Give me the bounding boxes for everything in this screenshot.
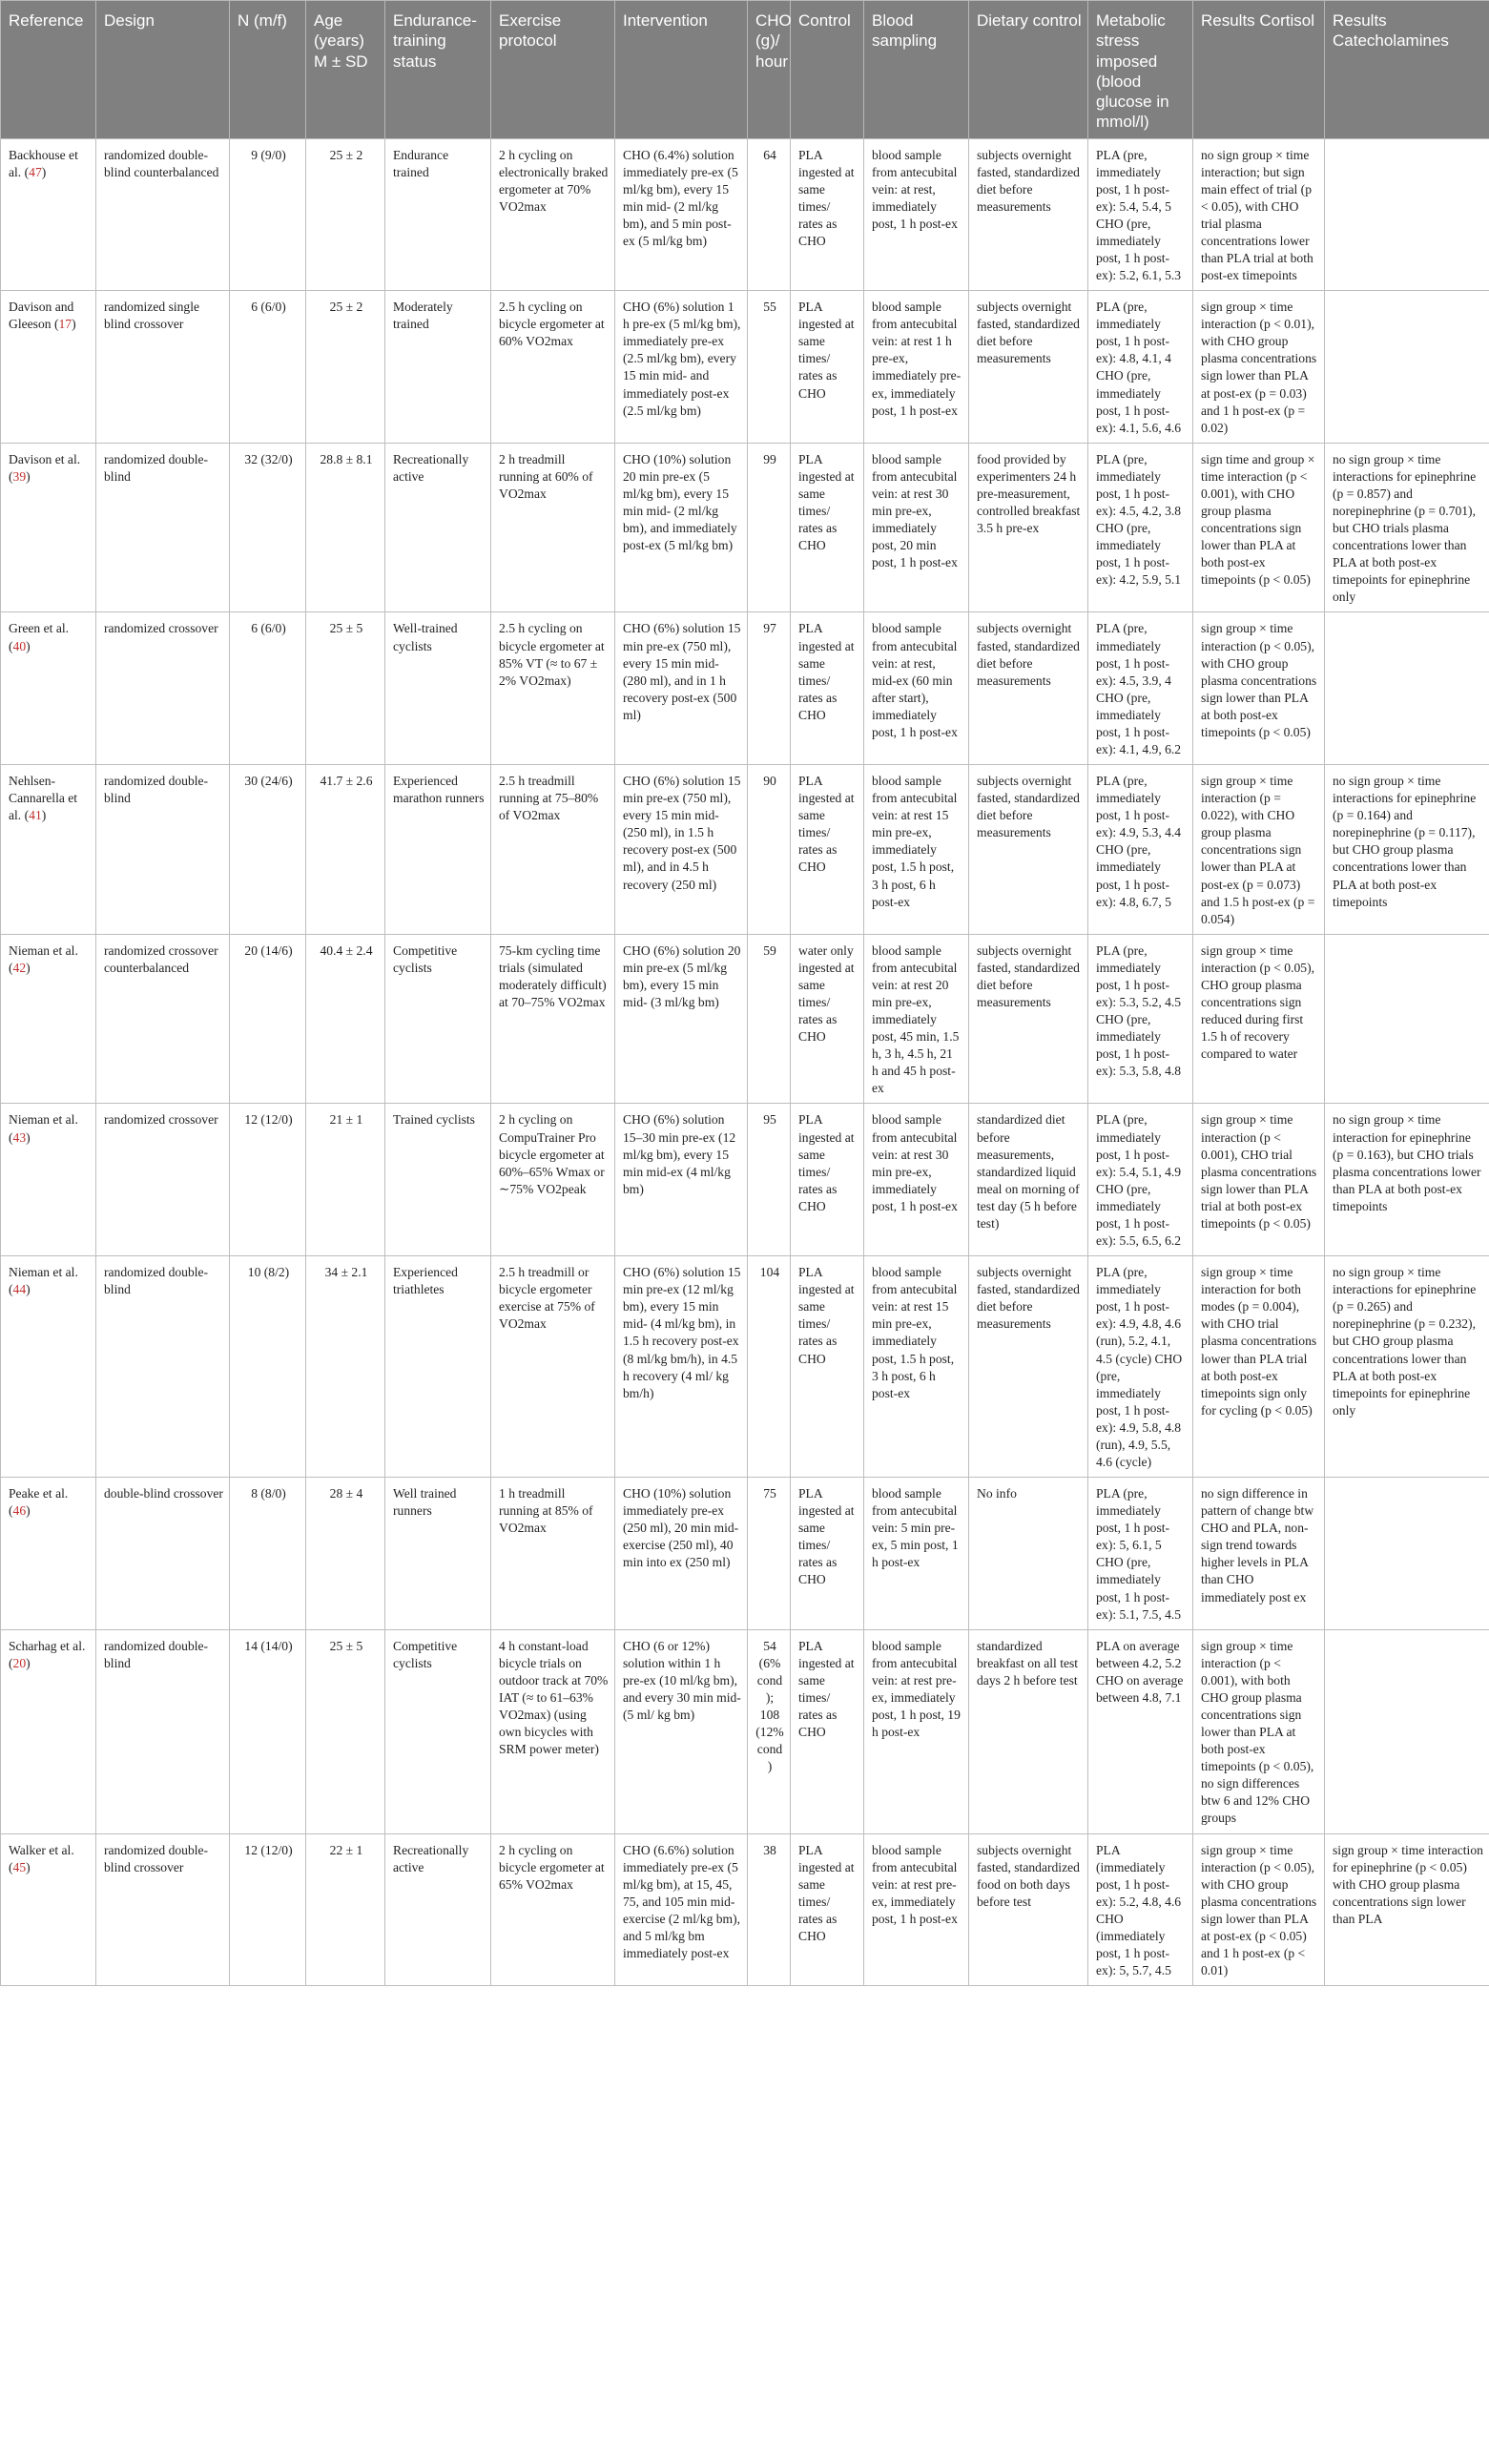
intervention-cell: CHO (6 or 12%) solution within 1 h pre-ex (10 ml/kg bm), and every 30 min mid- (5 ml/ kg bm)	[615, 1629, 748, 1833]
metabolic-stress-cell: PLA (pre, immediately post, 1 h post-ex): 5.4, 5.4, 5 CHO (pre, immediately post, 1 h post-ex): 5.2, 6.1, 5.3	[1088, 138, 1193, 291]
cho-cell: 99	[748, 443, 791, 612]
intervention-cell: CHO (6%) solution 15 min pre-ex (12 ml/kg bm), every 15 min mid- (4 ml/kg bm), in 1.5 h recovery post-ex (8 ml/kg bm/h), in 4.5 h recovery (4 ml/ kg bm/h)	[615, 1256, 748, 1478]
column-header-exercise-protocol: Exercise protocol	[491, 1, 615, 139]
metabolic-stress-cell: PLA (pre, immediately post, 1 h post-ex): 5, 6.1, 5 CHO (pre, immediately post, 1 h post-ex): 5.1, 7.5, 4.5	[1088, 1478, 1193, 1630]
control-cell: PLA ingested at same times/ rates as CHO	[791, 1478, 864, 1630]
reference-number-link[interactable]: 17	[58, 317, 72, 332]
design-cell: randomized crossover	[96, 612, 230, 765]
control-cell: PLA ingested at same times/ rates as CHO	[791, 291, 864, 444]
column-header-intervention: Intervention	[615, 1, 748, 139]
exercise-protocol-cell: 2.5 h cycling on bicycle ergometer at 85% VT (≈ to 67 ± 2% VO2max)	[491, 612, 615, 765]
reference-cell: Green et al. (40)	[1, 612, 96, 765]
reference-number-link[interactable]: 44	[12, 1282, 27, 1297]
metabolic-stress-cell: PLA (pre, immediately post, 1 h post-ex): 4.9, 4.8, 4.6 (run), 5.2, 4.1, 4.5 (cycle) CHO (pre, immediately post, 1 h post-ex): 4.9, 5.8, 4.8 (run), 4.9, 5.5, 4.6 (cycle)	[1088, 1256, 1193, 1478]
column-header-results-catecholamines: Results Catecholamines	[1325, 1, 1489, 139]
control-cell: PLA ingested at same times/ rates as CHO	[791, 138, 864, 291]
results-cortisol-cell: sign group × time interaction (p < 0.05), with CHO group plasma concentrations sign lower than PLA at post-ex (p < 0.05) and 1 h post-ex (p < 0.01)	[1193, 1833, 1325, 1986]
design-cell: double-blind crossover	[96, 1478, 230, 1630]
cho-cell: 64	[748, 138, 791, 291]
reference-number-link[interactable]: 43	[12, 1129, 27, 1145]
exercise-protocol-cell: 4 h constant-load bicycle trials on outdoor track at 70% IAT (≈ to 61–63% VO2max) (using own bicycles with SRM power meter)	[491, 1629, 615, 1833]
n-cell: 20 (14/6)	[230, 934, 306, 1104]
exercise-protocol-cell: 2 h cycling on bicycle ergometer at 65% VO2max	[491, 1833, 615, 1986]
blood-sampling-cell: blood sample from antecubital vein: at rest 15 min pre-ex, immediately post, 1.5 h post, 3 h post, 6 h post-ex	[864, 1256, 969, 1478]
training-status-cell: Trained cyclists	[385, 1104, 491, 1256]
design-cell: randomized double-blind	[96, 765, 230, 935]
intervention-cell: CHO (6.6%) solution immediately pre-ex (5 ml/kg bm), at 15, 45, 75, and 105 min mid-exercise (2 ml/kg bm), and 5 ml/kg bm immediately post-ex	[615, 1833, 748, 1986]
reference-number-link[interactable]: 47	[29, 164, 42, 179]
dietary-control-cell: subjects overnight fasted, standardized diet before measurements	[969, 291, 1088, 444]
reference-cell: Davison and Gleeson (17)	[1, 291, 96, 444]
blood-sampling-cell: blood sample from antecubital vein: at rest pre-ex, immediately post, 1 h post-ex	[864, 1833, 969, 1986]
design-cell: randomized double-blind	[96, 443, 230, 612]
reference-authors: Nieman et al.	[9, 942, 78, 958]
reference-authors: Davison et al.	[9, 451, 81, 466]
exercise-protocol-cell: 2 h cycling on electronically braked ergometer at 70% VO2max	[491, 138, 615, 291]
reference-authors: Nehlsen-Cannarella et al.	[9, 774, 78, 823]
exercise-protocol-cell: 75-km cycling time trials (simulated moderately difficult) at 70–75% VO2max	[491, 934, 615, 1104]
design-cell: randomized double-blind crossover	[96, 1833, 230, 1986]
training-status-cell: Well trained runners	[385, 1478, 491, 1630]
age-cell: 40.4 ± 2.4	[306, 934, 385, 1104]
results-cortisol-cell: sign group × time interaction (p < 0.05), CHO group plasma concentrations sign reduced during first 1.5 h of recovery compared to water	[1193, 934, 1325, 1104]
metabolic-stress-cell: PLA (pre, immediately post, 1 h post-ex): 4.5, 4.2, 3.8 CHO (pre, immediately post, 1 h post-ex): 4.2, 5.9, 5.1	[1088, 443, 1193, 612]
n-cell: 12 (12/0)	[230, 1104, 306, 1256]
intervention-cell: CHO (6%) solution 15 min pre-ex (750 ml), every 15 min mid- (280 ml), and in 1 h recovery post-ex (500 ml)	[615, 612, 748, 765]
age-cell: 34 ± 2.1	[306, 1256, 385, 1478]
results-catecholamines-cell	[1325, 1478, 1489, 1630]
blood-sampling-cell: blood sample from antecubital vein: at rest, immediately post, 1 h post-ex	[864, 138, 969, 291]
intervention-cell: CHO (6.4%) solution immediately pre-ex (5 ml/kg bm), every 15 min mid- (2 ml/kg bm), and 5 min post-ex (5 ml/kg bm)	[615, 138, 748, 291]
reference-authors: Scharhag et al.	[9, 1638, 86, 1653]
blood-sampling-cell: blood sample from antecubital vein: at rest 20 min pre-ex, immediately post, 45 min, 1.5 h, 3 h, 4.5 h, 21 h and 45 h post-ex	[864, 934, 969, 1104]
blood-sampling-cell: blood sample from antecubital vein: at rest pre-ex, immediately post, 1 h post, 19 h post-ex	[864, 1629, 969, 1833]
age-cell: 22 ± 1	[306, 1833, 385, 1986]
column-header-design: Design	[96, 1, 230, 139]
results-catecholamines-cell: no sign group × time interactions for epinephrine (p = 0.857) and norepinephrine (p = 0.701), but CHO trials plasma concentrations lower than PLA at both post-ex timepoints for epinephrine only	[1325, 443, 1489, 612]
metabolic-stress-cell: PLA (pre, immediately post, 1 h post-ex): 5.4, 5.1, 4.9 CHO (pre, immediately post, 1 h post-ex): 5.5, 6.5, 6.2	[1088, 1104, 1193, 1256]
dietary-control-cell: No info	[969, 1478, 1088, 1630]
dietary-control-cell: subjects overnight fasted, standardized food on both days before test	[969, 1833, 1088, 1986]
training-status-cell: Recreationally active	[385, 443, 491, 612]
age-cell: 41.7 ± 2.6	[306, 765, 385, 935]
intervention-cell: CHO (6%) solution 15–30 min pre-ex (12 ml/kg bm), every 15 min mid-ex (4 ml/kg bm)	[615, 1104, 748, 1256]
results-catecholamines-cell: no sign group × time interactions for epinephrine (p = 0.265) and norepinephrine (p = 0.232), but CHO group plasma concentrations lower than PLA at both post-ex timepoints for epinephrine only	[1325, 1256, 1489, 1478]
reference-number-link[interactable]: 46	[12, 1503, 27, 1519]
intervention-cell: CHO (10%) solution 20 min pre-ex (5 ml/kg bm), every 15 min mid- (2 ml/kg bm), and immediately post-ex (5 ml/kg bm)	[615, 443, 748, 612]
n-cell: 12 (12/0)	[230, 1833, 306, 1986]
results-cortisol-cell: sign group × time interaction (p < 0.05), with CHO group plasma concentrations sign lower than PLA at both post-ex timepoints (p < 0.05)	[1193, 612, 1325, 765]
results-cortisol-cell: no sign group × time interaction; but sign main effect of trial (p < 0.05), with CHO trial plasma concentrations lower than PLA trial at both post-ex timepoints	[1193, 138, 1325, 291]
reference-cell: Davison et al. (39)	[1, 443, 96, 612]
control-cell: PLA ingested at same times/ rates as CHO	[791, 1833, 864, 1986]
header-row	[1, 1, 1489, 139]
training-status-cell: Experienced marathon runners	[385, 765, 491, 935]
reference-cell: Peake et al. (46)	[1, 1478, 96, 1630]
results-cortisol-cell: sign group × time interaction (p < 0.001), with both CHO group plasma concentrations sign lower than PLA at both post-ex timepoints (p < 0.05), no sign differences btw 6 and 12% CHO groups	[1193, 1629, 1325, 1833]
n-cell: 6 (6/0)	[230, 291, 306, 444]
control-cell: PLA ingested at same times/ rates as CHO	[791, 443, 864, 612]
table-row	[1, 934, 1489, 1104]
results-catecholamines-cell	[1325, 138, 1489, 291]
column-header-metabolic-stress: Metabolic stress imposed (blood glucose in mmol/l)	[1088, 1, 1193, 139]
results-catecholamines-cell: sign group × time interaction for epinephrine (p < 0.05) with CHO group plasma concentrations sign lower than PLA	[1325, 1833, 1489, 1986]
reference-number-link[interactable]: 42	[12, 960, 27, 975]
blood-sampling-cell: blood sample from antecubital vein: at rest 1 h pre-ex, immediately pre-ex, immediately post, 1 h post-ex	[864, 291, 969, 444]
metabolic-stress-cell: PLA (immediately post, 1 h post-ex): 5.2, 4.8, 4.6 CHO (immediately post, 1 h post-ex): 5, 5.7, 4.5	[1088, 1833, 1193, 1986]
column-header-n: N (m/f)	[230, 1, 306, 139]
control-cell: PLA ingested at same times/ rates as CHO	[791, 765, 864, 935]
column-header-reference: Reference	[1, 1, 96, 139]
exercise-protocol-cell: 1 h treadmill running at 85% of VO2max	[491, 1478, 615, 1630]
control-cell: PLA ingested at same times/ rates as CHO	[791, 1629, 864, 1833]
design-cell: randomized crossover counterbalanced	[96, 934, 230, 1104]
age-cell: 21 ± 1	[306, 1104, 385, 1256]
table-row	[1, 1478, 1489, 1630]
dietary-control-cell: food provided by experimenters 24 h pre-measurement, controlled breakfast 3.5 h pre-ex	[969, 443, 1088, 612]
blood-sampling-cell: blood sample from antecubital vein: at rest, mid-ex (60 min after start), immediately post, 1 h post-ex	[864, 612, 969, 765]
results-cortisol-cell: no sign difference in pattern of change btw CHO and PLA, non-sign trend towards higher levels in PLA than CHO immediately post ex	[1193, 1478, 1325, 1630]
reference-cell: Nieman et al. (43)	[1, 1104, 96, 1256]
cho-cell: 95	[748, 1104, 791, 1256]
reference-authors: Nieman et al.	[9, 1112, 78, 1128]
design-cell: randomized crossover	[96, 1104, 230, 1256]
training-status-cell: Well-trained cyclists	[385, 612, 491, 765]
training-status-cell: Experienced triathletes	[385, 1256, 491, 1478]
cho-cell: 75	[748, 1478, 791, 1630]
dietary-control-cell: subjects overnight fasted, standardized diet before measurements	[969, 1256, 1088, 1478]
table-row	[1, 1256, 1489, 1478]
age-cell: 28 ± 4	[306, 1478, 385, 1630]
intervention-cell: CHO (10%) solution immediately pre-ex (250 ml), 20 min mid- exercise (250 ml), 40 min into ex (250 ml)	[615, 1478, 748, 1630]
dietary-control-cell: subjects overnight fasted, standardized diet before measurements	[969, 765, 1088, 935]
results-cortisol-cell: sign group × time interaction (p = 0.022), with CHO group plasma concentrations sign lower than PLA at post-ex (p = 0.073) and 1.5 h post-ex (p = 0.054)	[1193, 765, 1325, 935]
age-cell: 25 ± 5	[306, 612, 385, 765]
reference-cell: Walker et al. (45)	[1, 1833, 96, 1986]
age-cell: 25 ± 5	[306, 1629, 385, 1833]
n-cell: 32 (32/0)	[230, 443, 306, 612]
results-catecholamines-cell: no sign group × time interaction for epinephrine (p = 0.163), but CHO trials plasma concentrations lower than PLA at both post-ex timepoints	[1325, 1104, 1489, 1256]
n-cell: 6 (6/0)	[230, 612, 306, 765]
results-catecholamines-cell	[1325, 612, 1489, 765]
table-row	[1, 1104, 1489, 1256]
control-cell: water only ingested at same times/ rates as CHO	[791, 934, 864, 1104]
reference-cell: Nehlsen-Cannarella et al. (41)	[1, 765, 96, 935]
column-header-training-status: Endurance-training status	[385, 1, 491, 139]
design-cell: randomized single blind crossover	[96, 291, 230, 444]
control-cell: PLA ingested at same times/ rates as CHO	[791, 1104, 864, 1256]
table-row	[1, 1629, 1489, 1833]
cho-cell: 104	[748, 1256, 791, 1478]
reference-authors: Green et al.	[9, 621, 70, 636]
reference-number-link[interactable]: 41	[29, 808, 42, 823]
table-row	[1, 612, 1489, 765]
results-cortisol-cell: sign group × time interaction (p < 0.001), CHO trial plasma concentrations sign lower than PLA trial at both post-ex timepoints (p < 0.05)	[1193, 1104, 1325, 1256]
training-status-cell: Recreationally active	[385, 1833, 491, 1986]
cho-cell: 55	[748, 291, 791, 444]
metabolic-stress-cell: PLA (pre, immediately post, 1 h post-ex): 4.8, 4.1, 4 CHO (pre, immediately post, 1 h post-ex): 4.1, 5.6, 4.6	[1088, 291, 1193, 444]
design-cell: randomized double-blind counterbalanced	[96, 138, 230, 291]
exercise-protocol-cell: 2.5 h treadmill running at 75–80% of VO2max	[491, 765, 615, 935]
cho-cell: 38	[748, 1833, 791, 1986]
column-header-age: Age (years) M ± SD	[306, 1, 385, 139]
reference-authors: Backhouse et al.	[9, 147, 78, 179]
column-header-control: Control	[791, 1, 864, 139]
intervention-cell: CHO (6%) solution 20 min pre-ex (5 ml/kg bm), every 15 min mid- (3 ml/kg bm)	[615, 934, 748, 1104]
column-header-results-cortisol: Results Cortisol	[1193, 1, 1325, 139]
age-cell: 25 ± 2	[306, 291, 385, 444]
results-cortisol-cell: sign time and group × time interaction (p < 0.001), with CHO group plasma concentrations sign lower than PLA at both post-ex timepoints (p < 0.05)	[1193, 443, 1325, 612]
results-catecholamines-cell	[1325, 291, 1489, 444]
cho-cell: 54 (6% cond); 108 (12% cond)	[748, 1629, 791, 1833]
blood-sampling-cell: blood sample from antecubital vein: at rest 30 min pre-ex, immediately post, 1 h post-ex	[864, 1104, 969, 1256]
design-cell: randomized double-blind	[96, 1256, 230, 1478]
age-cell: 25 ± 2	[306, 138, 385, 291]
exercise-protocol-cell: 2 h treadmill running at 60% of VO2max	[491, 443, 615, 612]
results-cortisol-cell: sign group × time interaction (p < 0.01), with CHO group plasma concentrations sign lower than PLA at post-ex (p = 0.03) and 1 h post-ex (p = 0.02)	[1193, 291, 1325, 444]
dietary-control-cell: subjects overnight fasted, standardized diet before measurements	[969, 934, 1088, 1104]
metabolic-stress-cell: PLA (pre, immediately post, 1 h post-ex): 4.9, 5.3, 4.4 CHO (pre, immediately post, 1 h post-ex): 4.8, 6.7, 5	[1088, 765, 1193, 935]
table-row	[1, 1833, 1489, 1986]
intervention-cell: CHO (6%) solution 15 min pre-ex (750 ml), every 15 min mid- (250 ml), in 1.5 h recovery post-ex (500 ml), and in 4.5 h recovery (250 ml)	[615, 765, 748, 935]
exercise-protocol-cell: 2.5 h cycling on bicycle ergometer at 60% VO2max	[491, 291, 615, 444]
exercise-protocol-cell: 2.5 h treadmill or bicycle ergometer exercise at 75% of VO2max	[491, 1256, 615, 1478]
reference-cell: Nieman et al. (44)	[1, 1256, 96, 1478]
cho-cell: 90	[748, 765, 791, 935]
reference-authors: Davison and Gleeson	[9, 300, 74, 332]
blood-sampling-cell: blood sample from antecubital vein: 5 min pre-ex, 5 min post, 1 h post-ex	[864, 1478, 969, 1630]
column-header-cho: CHO (g)/ hour	[748, 1, 791, 139]
reference-cell: Nieman et al. (42)	[1, 934, 96, 1104]
dietary-control-cell: standardized breakfast on all test days 2 h before test	[969, 1629, 1088, 1833]
reference-authors: Nieman et al.	[9, 1265, 78, 1280]
dietary-control-cell: subjects overnight fasted, standardized diet before measurements	[969, 612, 1088, 765]
reference-number-link[interactable]: 40	[12, 638, 27, 653]
training-status-cell: Competitive cyclists	[385, 1629, 491, 1833]
results-catecholamines-cell	[1325, 1629, 1489, 1833]
reference-number-link[interactable]: 45	[12, 1859, 27, 1874]
blood-sampling-cell: blood sample from antecubital vein: at rest 30 min pre-ex, immediately post, 20 min post, 1 h post-ex	[864, 443, 969, 612]
training-status-cell: Moderately trained	[385, 291, 491, 444]
results-catecholamines-cell	[1325, 934, 1489, 1104]
reference-cell: Scharhag et al. (20)	[1, 1629, 96, 1833]
cho-cell: 97	[748, 612, 791, 765]
n-cell: 8 (8/0)	[230, 1478, 306, 1630]
age-cell: 28.8 ± 8.1	[306, 443, 385, 612]
metabolic-stress-cell: PLA (pre, immediately post, 1 h post-ex): 5.3, 5.2, 4.5 CHO (pre, immediately post, 1 h post-ex): 5.3, 5.8, 4.8	[1088, 934, 1193, 1104]
control-cell: PLA ingested at same times/ rates as CHO	[791, 1256, 864, 1478]
reference-authors: Walker et al.	[9, 1842, 74, 1857]
intervention-cell: CHO (6%) solution 1 h pre-ex (5 ml/kg bm), immediately pre-ex (2.5 ml/kg bm), every 15 min mid- and immediately post-ex (2.5 ml/kg bm)	[615, 291, 748, 444]
metabolic-stress-cell: PLA on average between 4.2, 5.2 CHO on average between 4.8, 7.1	[1088, 1629, 1193, 1833]
reference-cell: Backhouse et al. (47)	[1, 138, 96, 291]
results-cortisol-cell: sign group × time interaction for both modes (p = 0.004), with CHO trial plasma concentrations lower than PLA trial at both post-ex timepoints sign only for cycling (p < 0.05)	[1193, 1256, 1325, 1478]
metabolic-stress-cell: PLA (pre, immediately post, 1 h post-ex): 4.5, 3.9, 4 CHO (pre, immediately post, 1 h post-ex): 4.1, 4.9, 6.2	[1088, 612, 1193, 765]
reference-number-link[interactable]: 20	[12, 1655, 27, 1670]
reference-authors: Peake et al.	[9, 1486, 69, 1501]
n-cell: 9 (9/0)	[230, 138, 306, 291]
table-row	[1, 443, 1489, 612]
column-header-dietary-control: Dietary control	[969, 1, 1088, 139]
n-cell: 10 (8/2)	[230, 1256, 306, 1478]
table-row	[1, 291, 1489, 444]
training-status-cell: Competitive cyclists	[385, 934, 491, 1104]
table-row	[1, 765, 1489, 935]
control-cell: PLA ingested at same times/ rates as CHO	[791, 612, 864, 765]
design-cell: randomized double-blind	[96, 1629, 230, 1833]
n-cell: 14 (14/0)	[230, 1629, 306, 1833]
reference-number-link[interactable]: 39	[12, 468, 27, 484]
blood-sampling-cell: blood sample from antecubital vein: at rest 15 min pre-ex, immediately post, 1.5 h post, 3 h post, 6 h post-ex	[864, 765, 969, 935]
training-status-cell: Endurance trained	[385, 138, 491, 291]
dietary-control-cell: standardized diet before measurements, standardized liquid meal on morning of test day (5 h before test)	[969, 1104, 1088, 1256]
dietary-control-cell: subjects overnight fasted, standardized diet before measurements	[969, 138, 1088, 291]
cho-cell: 59	[748, 934, 791, 1104]
exercise-protocol-cell: 2 h cycling on CompuTrainer Pro bicycle ergometer at 60%–65% Wmax or ∼75% VO2peak	[491, 1104, 615, 1256]
table-row	[1, 138, 1489, 291]
n-cell: 30 (24/6)	[230, 765, 306, 935]
column-header-blood-sampling: Blood sampling	[864, 1, 969, 139]
results-catecholamines-cell: no sign group × time interactions for epinephrine (p = 0.164) and norepinephrine (p = 0.117), but CHO group plasma concentrations lower than PLA at both post-ex timepoints	[1325, 765, 1489, 935]
